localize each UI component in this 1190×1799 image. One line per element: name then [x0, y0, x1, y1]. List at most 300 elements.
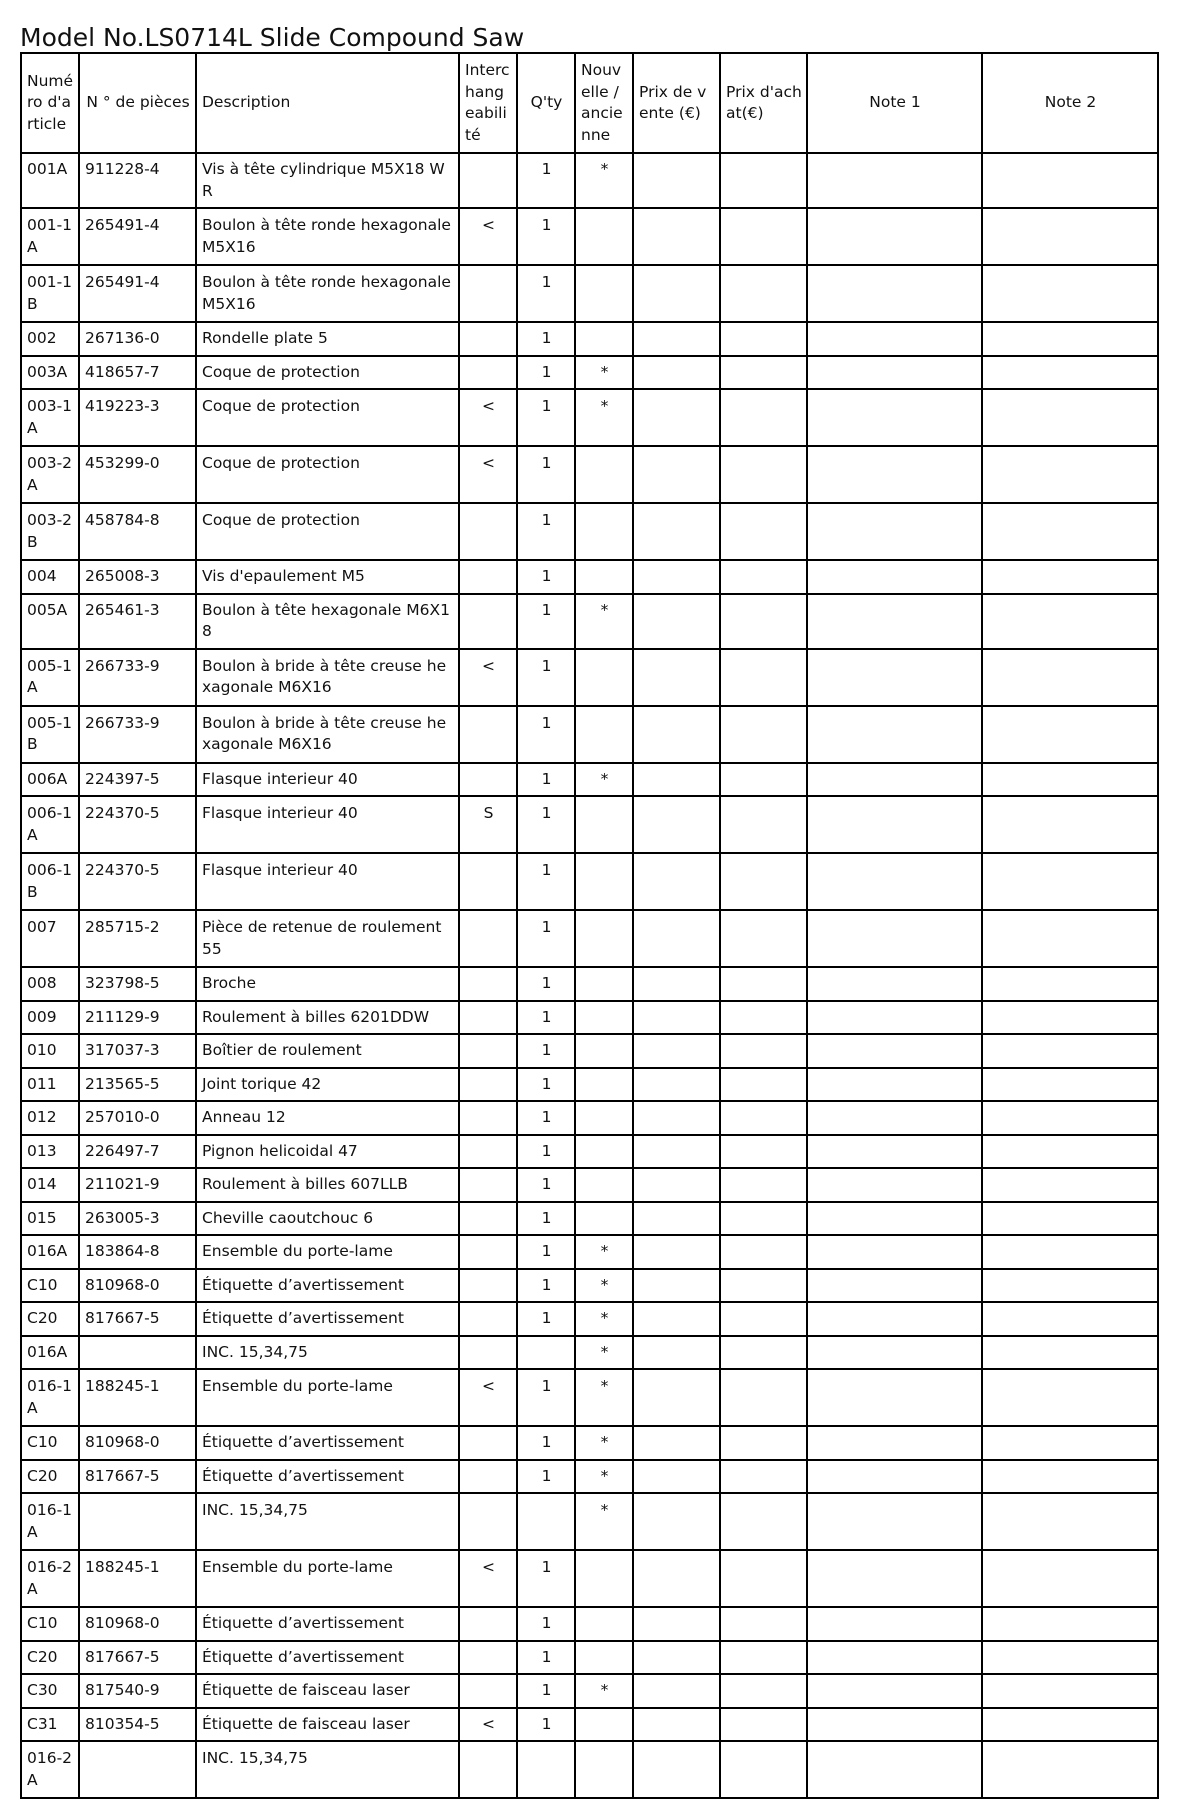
cell-note-2 [982, 853, 1158, 910]
cell-purchase-price [720, 763, 807, 797]
cell-purchase-price [720, 1235, 807, 1269]
cell-note-2 [982, 1202, 1158, 1236]
cell-note-1 [807, 1493, 982, 1550]
table-row [21, 796, 1158, 853]
cell-purchase-price [720, 389, 807, 446]
cell-part-number: 911228-4 [79, 153, 196, 208]
cell-note-2 [982, 153, 1158, 208]
cell-interchangeability [459, 1336, 517, 1370]
table-row [21, 503, 1158, 560]
cell-interchangeability [459, 265, 517, 322]
cell-part-number: 810354-5 [79, 1708, 196, 1742]
cell-item-number: 016A [21, 1235, 79, 1269]
cell-sale-price [633, 1135, 720, 1169]
table-row [21, 153, 1158, 208]
cell-interchangeability [459, 910, 517, 967]
cell-new-old [575, 1101, 633, 1135]
cell-item-number: 016A [21, 1336, 79, 1370]
cell-note-1 [807, 1460, 982, 1494]
cell-quantity: 1 [517, 1101, 575, 1135]
cell-quantity [517, 1741, 575, 1798]
cell-new-old [575, 1001, 633, 1035]
cell-part-number: 453299-0 [79, 446, 196, 503]
cell-part-number: 419223-3 [79, 389, 196, 446]
cell-purchase-price [720, 1708, 807, 1742]
cell-quantity: 1 [517, 1641, 575, 1675]
cell-interchangeability: < [459, 1708, 517, 1742]
cell-item-number: 002 [21, 322, 79, 356]
cell-purchase-price [720, 322, 807, 356]
cell-note-2 [982, 1068, 1158, 1102]
cell-part-number: 817667-5 [79, 1460, 196, 1494]
cell-item-number: 005A [21, 594, 79, 649]
cell-note-2 [982, 1001, 1158, 1035]
cell-new-old: * [575, 1235, 633, 1269]
table-row [21, 1550, 1158, 1607]
cell-part-number: 418657-7 [79, 356, 196, 390]
cell-interchangeability [459, 1460, 517, 1494]
cell-new-old: * [575, 1302, 633, 1336]
cell-description: Boîtier de roulement [196, 1034, 459, 1068]
cell-item-number: 001A [21, 153, 79, 208]
cell-item-number: 004 [21, 560, 79, 594]
cell-item-number: 016-1A [21, 1493, 79, 1550]
header-sale-price: Prix de vente (€) [633, 53, 720, 153]
cell-item-number: 012 [21, 1101, 79, 1135]
cell-interchangeability [459, 1001, 517, 1035]
table-row [21, 1741, 1158, 1798]
cell-interchangeability: < [459, 1369, 517, 1426]
cell-interchangeability [459, 1235, 517, 1269]
cell-new-old: * [575, 1426, 633, 1460]
cell-note-2 [982, 796, 1158, 853]
cell-item-number: 005-1B [21, 706, 79, 763]
table-row [21, 1708, 1158, 1742]
cell-note-2 [982, 1708, 1158, 1742]
cell-note-1 [807, 1101, 982, 1135]
cell-interchangeability [459, 356, 517, 390]
cell-new-old [575, 910, 633, 967]
cell-note-1 [807, 1336, 982, 1370]
cell-item-number: C30 [21, 1674, 79, 1708]
cell-interchangeability [459, 1135, 517, 1169]
cell-new-old: * [575, 594, 633, 649]
cell-note-1 [807, 910, 982, 967]
cell-note-2 [982, 446, 1158, 503]
table-row [21, 1168, 1158, 1202]
cell-note-2 [982, 1034, 1158, 1068]
cell-description: Cheville caoutchouc 6 [196, 1202, 459, 1236]
cell-description: Pignon helicoidal 47 [196, 1135, 459, 1169]
cell-note-1 [807, 1550, 982, 1607]
cell-part-number: 810968-0 [79, 1269, 196, 1303]
cell-purchase-price [720, 1426, 807, 1460]
cell-interchangeability [459, 594, 517, 649]
cell-purchase-price [720, 1369, 807, 1426]
cell-new-old [575, 446, 633, 503]
cell-quantity: 1 [517, 503, 575, 560]
cell-purchase-price [720, 1202, 807, 1236]
cell-part-number [79, 1336, 196, 1370]
cell-item-number: 003-1A [21, 389, 79, 446]
cell-quantity: 1 [517, 1674, 575, 1708]
cell-note-2 [982, 1168, 1158, 1202]
cell-quantity: 1 [517, 1135, 575, 1169]
cell-sale-price [633, 1168, 720, 1202]
cell-note-2 [982, 1426, 1158, 1460]
table-row [21, 1034, 1158, 1068]
cell-description: Vis d'epaulement M5 [196, 560, 459, 594]
cell-description: Étiquette de faisceau laser [196, 1708, 459, 1742]
cell-note-1 [807, 446, 982, 503]
cell-description: Boulon à tête hexagonale M6X18 [196, 594, 459, 649]
cell-description: Flasque interieur 40 [196, 853, 459, 910]
cell-interchangeability [459, 322, 517, 356]
cell-note-2 [982, 1641, 1158, 1675]
cell-interchangeability [459, 1426, 517, 1460]
cell-quantity: 1 [517, 706, 575, 763]
cell-sale-price [633, 1001, 720, 1035]
cell-part-number: 266733-9 [79, 649, 196, 706]
cell-sale-price [633, 1674, 720, 1708]
cell-sale-price [633, 1101, 720, 1135]
cell-description: Joint torique 42 [196, 1068, 459, 1102]
cell-purchase-price [720, 1607, 807, 1641]
cell-description: INC. 15,34,75 [196, 1741, 459, 1798]
cell-quantity [517, 1336, 575, 1370]
table-row [21, 560, 1158, 594]
cell-purchase-price [720, 1493, 807, 1550]
cell-item-number: 008 [21, 967, 79, 1001]
table-row [21, 594, 1158, 649]
cell-item-number: 006-1A [21, 796, 79, 853]
cell-sale-price [633, 1550, 720, 1607]
cell-sale-price [633, 1269, 720, 1303]
cell-interchangeability: S [459, 796, 517, 853]
cell-new-old [575, 322, 633, 356]
cell-sale-price [633, 594, 720, 649]
cell-description: INC. 15,34,75 [196, 1493, 459, 1550]
cell-note-1 [807, 967, 982, 1001]
cell-note-1 [807, 1641, 982, 1675]
cell-quantity: 1 [517, 1607, 575, 1641]
cell-note-2 [982, 1269, 1158, 1303]
cell-new-old [575, 1708, 633, 1742]
cell-purchase-price [720, 356, 807, 390]
cell-note-1 [807, 1068, 982, 1102]
cell-note-2 [982, 389, 1158, 446]
cell-purchase-price [720, 560, 807, 594]
table-row [21, 1674, 1158, 1708]
cell-new-old: * [575, 1369, 633, 1426]
cell-interchangeability [459, 1101, 517, 1135]
cell-description: Boulon à tête ronde hexagonale M5X16 [196, 265, 459, 322]
cell-description: Étiquette d’avertissement [196, 1607, 459, 1641]
cell-new-old [575, 1607, 633, 1641]
cell-quantity: 1 [517, 153, 575, 208]
cell-quantity: 1 [517, 1168, 575, 1202]
cell-note-2 [982, 594, 1158, 649]
table-row [21, 1460, 1158, 1494]
page-title: Model No.LS0714L Slide Compound Saw [20, 23, 525, 52]
cell-part-number: 226497-7 [79, 1135, 196, 1169]
cell-interchangeability [459, 763, 517, 797]
cell-new-old [575, 1135, 633, 1169]
cell-quantity: 1 [517, 356, 575, 390]
cell-note-2 [982, 649, 1158, 706]
cell-item-number: 003-2A [21, 446, 79, 503]
table-row [21, 1135, 1158, 1169]
cell-part-number: 263005-3 [79, 1202, 196, 1236]
cell-purchase-price [720, 1674, 807, 1708]
cell-sale-price [633, 1460, 720, 1494]
cell-note-2 [982, 560, 1158, 594]
cell-part-number: 810968-0 [79, 1426, 196, 1460]
cell-note-2 [982, 1302, 1158, 1336]
cell-note-2 [982, 1369, 1158, 1426]
table-row [21, 446, 1158, 503]
cell-part-number: 213565-5 [79, 1068, 196, 1102]
cell-note-1 [807, 706, 982, 763]
cell-item-number: C10 [21, 1607, 79, 1641]
cell-sale-price [633, 1034, 720, 1068]
table-row [21, 1607, 1158, 1641]
cell-sale-price [633, 1708, 720, 1742]
cell-purchase-price [720, 1101, 807, 1135]
cell-quantity: 1 [517, 1426, 575, 1460]
cell-item-number: 016-1A [21, 1369, 79, 1426]
table-row [21, 356, 1158, 390]
cell-item-number: 005-1A [21, 649, 79, 706]
cell-description: Boulon à bride à tête creuse hexagonale M6X16 [196, 649, 459, 706]
cell-description: Ensemble du porte-lame [196, 1235, 459, 1269]
cell-purchase-price [720, 265, 807, 322]
header-item-number: Numéro d'article [21, 53, 79, 153]
cell-note-2 [982, 265, 1158, 322]
cell-interchangeability [459, 1493, 517, 1550]
cell-part-number: 265491-4 [79, 208, 196, 265]
cell-purchase-price [720, 796, 807, 853]
table-row [21, 1202, 1158, 1236]
cell-part-number: 183864-8 [79, 1235, 196, 1269]
cell-part-number [79, 1493, 196, 1550]
cell-note-2 [982, 763, 1158, 797]
cell-description: Coque de protection [196, 356, 459, 390]
cell-part-number: 188245-1 [79, 1550, 196, 1607]
cell-description: Flasque interieur 40 [196, 763, 459, 797]
cell-note-1 [807, 1607, 982, 1641]
cell-quantity: 1 [517, 1001, 575, 1035]
cell-interchangeability [459, 1302, 517, 1336]
cell-note-2 [982, 208, 1158, 265]
cell-interchangeability [459, 1202, 517, 1236]
cell-description: Coque de protection [196, 503, 459, 560]
cell-interchangeability [459, 1674, 517, 1708]
cell-quantity: 1 [517, 853, 575, 910]
cell-sale-price [633, 503, 720, 560]
cell-note-1 [807, 1034, 982, 1068]
table-row [21, 1101, 1158, 1135]
cell-note-2 [982, 1235, 1158, 1269]
cell-new-old [575, 503, 633, 560]
cell-part-number: 211021-9 [79, 1168, 196, 1202]
cell-purchase-price [720, 1269, 807, 1303]
cell-new-old: * [575, 1336, 633, 1370]
cell-note-1 [807, 649, 982, 706]
cell-note-1 [807, 153, 982, 208]
cell-description: Étiquette d’avertissement [196, 1641, 459, 1675]
cell-note-2 [982, 1607, 1158, 1641]
cell-item-number: 003-2B [21, 503, 79, 560]
cell-part-number: 265461-3 [79, 594, 196, 649]
cell-part-number: 211129-9 [79, 1001, 196, 1035]
cell-item-number: C10 [21, 1269, 79, 1303]
cell-quantity: 1 [517, 1235, 575, 1269]
cell-quantity [517, 1493, 575, 1550]
cell-description: Roulement à billes 607LLB [196, 1168, 459, 1202]
cell-item-number: 006A [21, 763, 79, 797]
cell-new-old [575, 265, 633, 322]
cell-part-number: 188245-1 [79, 1369, 196, 1426]
cell-sale-price [633, 1741, 720, 1798]
cell-interchangeability: < [459, 1550, 517, 1607]
cell-description: Pièce de retenue de roulement 55 [196, 910, 459, 967]
cell-note-2 [982, 322, 1158, 356]
cell-interchangeability: < [459, 446, 517, 503]
cell-purchase-price [720, 594, 807, 649]
cell-purchase-price [720, 1336, 807, 1370]
cell-sale-price [633, 208, 720, 265]
cell-description: Étiquette d’avertissement [196, 1426, 459, 1460]
table-row [21, 1336, 1158, 1370]
cell-description: Étiquette de faisceau laser [196, 1674, 459, 1708]
cell-quantity: 1 [517, 1369, 575, 1426]
cell-quantity: 1 [517, 1550, 575, 1607]
cell-purchase-price [720, 1001, 807, 1035]
table-row [21, 208, 1158, 265]
cell-description: Boulon à bride à tête creuse hexagonale M6X16 [196, 706, 459, 763]
cell-description: Coque de protection [196, 446, 459, 503]
cell-new-old: * [575, 356, 633, 390]
table-row [21, 1001, 1158, 1035]
cell-note-1 [807, 1369, 982, 1426]
cell-quantity: 1 [517, 910, 575, 967]
header-new-old: Nouvelle / ancienne [575, 53, 633, 153]
cell-note-1 [807, 1426, 982, 1460]
cell-sale-price [633, 389, 720, 446]
cell-new-old: * [575, 763, 633, 797]
cell-part-number: 458784-8 [79, 503, 196, 560]
cell-quantity: 1 [517, 265, 575, 322]
cell-note-1 [807, 389, 982, 446]
cell-note-2 [982, 1550, 1158, 1607]
cell-sale-price [633, 967, 720, 1001]
cell-sale-price [633, 560, 720, 594]
table-header-row [21, 53, 1158, 153]
cell-purchase-price [720, 1550, 807, 1607]
cell-part-number: 265008-3 [79, 560, 196, 594]
cell-interchangeability [459, 560, 517, 594]
cell-sale-price [633, 796, 720, 853]
cell-sale-price [633, 706, 720, 763]
table-row [21, 910, 1158, 967]
cell-interchangeability: < [459, 649, 517, 706]
cell-new-old [575, 1168, 633, 1202]
cell-note-1 [807, 796, 982, 853]
cell-purchase-price [720, 208, 807, 265]
cell-purchase-price [720, 1741, 807, 1798]
cell-purchase-price [720, 1641, 807, 1675]
cell-sale-price [633, 1202, 720, 1236]
cell-note-2 [982, 503, 1158, 560]
cell-item-number: 013 [21, 1135, 79, 1169]
cell-sale-price [633, 1426, 720, 1460]
cell-purchase-price [720, 1302, 807, 1336]
cell-new-old: * [575, 1460, 633, 1494]
cell-quantity: 1 [517, 1202, 575, 1236]
cell-sale-price [633, 1369, 720, 1426]
cell-interchangeability [459, 153, 517, 208]
cell-item-number: 003A [21, 356, 79, 390]
cell-sale-price [633, 910, 720, 967]
cell-note-1 [807, 853, 982, 910]
parts-table-body [21, 153, 1158, 1798]
cell-interchangeability [459, 1641, 517, 1675]
cell-note-1 [807, 1302, 982, 1336]
cell-item-number: C31 [21, 1708, 79, 1742]
header-interchangeability: Interchangeabilité [459, 53, 517, 153]
table-row [21, 322, 1158, 356]
cell-note-2 [982, 1336, 1158, 1370]
cell-new-old [575, 1741, 633, 1798]
cell-description: Ensemble du porte-lame [196, 1369, 459, 1426]
cell-part-number: 265491-4 [79, 265, 196, 322]
header-purchase-price: Prix d'achat(€) [720, 53, 807, 153]
cell-new-old [575, 1550, 633, 1607]
cell-note-2 [982, 967, 1158, 1001]
cell-purchase-price [720, 446, 807, 503]
cell-interchangeability [459, 1269, 517, 1303]
cell-item-number: 016-2A [21, 1741, 79, 1798]
cell-interchangeability: < [459, 208, 517, 265]
table-row [21, 649, 1158, 706]
cell-purchase-price [720, 910, 807, 967]
table-row [21, 1235, 1158, 1269]
cell-purchase-price [720, 853, 807, 910]
cell-sale-price [633, 356, 720, 390]
cell-sale-price [633, 649, 720, 706]
cell-sale-price [633, 1302, 720, 1336]
cell-description: Vis à tête cylindrique M5X18 WR [196, 153, 459, 208]
cell-purchase-price [720, 1034, 807, 1068]
cell-description: INC. 15,34,75 [196, 1336, 459, 1370]
cell-item-number: C20 [21, 1641, 79, 1675]
cell-quantity: 1 [517, 208, 575, 265]
cell-purchase-price [720, 706, 807, 763]
cell-purchase-price [720, 1168, 807, 1202]
cell-item-number: 011 [21, 1068, 79, 1102]
cell-part-number: 817667-5 [79, 1641, 196, 1675]
cell-new-old: * [575, 389, 633, 446]
cell-item-number: 010 [21, 1034, 79, 1068]
cell-note-2 [982, 1741, 1158, 1798]
cell-part-number [79, 1741, 196, 1798]
cell-sale-price [633, 265, 720, 322]
cell-description: Étiquette d’avertissement [196, 1302, 459, 1336]
table-row [21, 853, 1158, 910]
header-note-1: Note 1 [807, 53, 982, 153]
cell-part-number: 810968-0 [79, 1607, 196, 1641]
